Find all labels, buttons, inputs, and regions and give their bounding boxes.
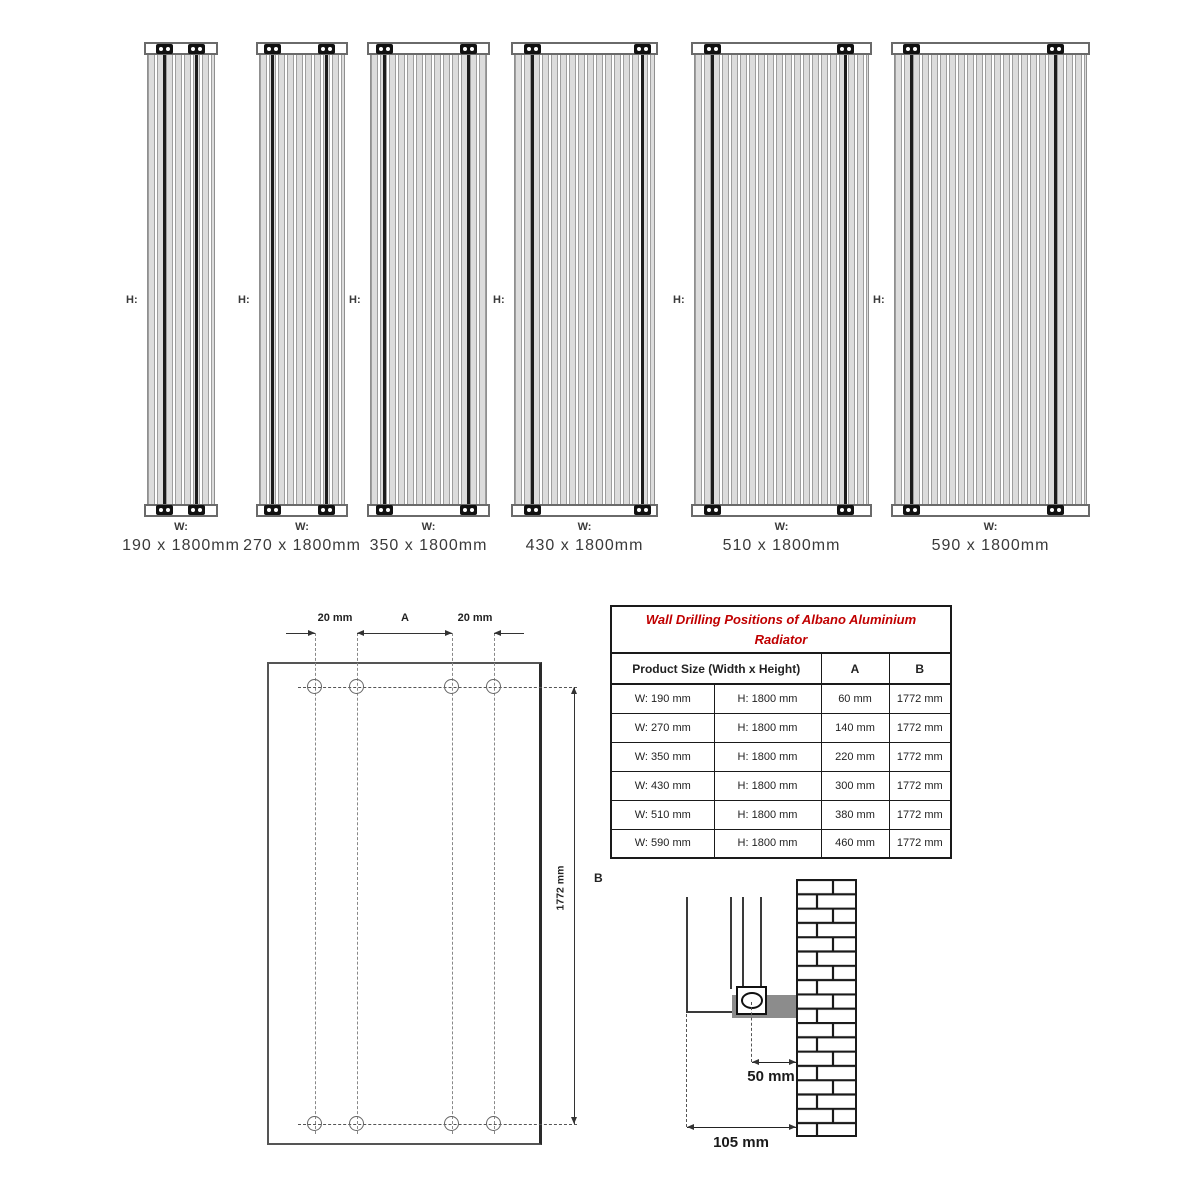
brick-wall (796, 879, 857, 1137)
radiator-profile-line (730, 897, 732, 989)
radiator-fins (894, 55, 1087, 504)
table-header-row (611, 653, 951, 684)
radiator-view-430 (493, 42, 658, 554)
spec-table (610, 605, 952, 859)
mounting-bracket (903, 44, 920, 54)
arrowhead (308, 630, 315, 636)
bracket-rod (641, 55, 644, 504)
column-header-a: A (821, 653, 889, 684)
cell-b: 1772 mm (889, 829, 951, 858)
size-label: 270 x 1800mm (243, 537, 361, 554)
table-row (611, 713, 951, 742)
arrowhead (752, 1059, 759, 1065)
drill-hole (349, 679, 364, 694)
centre-line (357, 633, 358, 1134)
mounting-bracket (1047, 505, 1064, 515)
dimension-label-1772mm: 1772 mm (554, 865, 567, 911)
mounting-bracket (837, 44, 854, 54)
cell-b: 1772 mm (889, 742, 951, 771)
cell-b: 1772 mm (889, 800, 951, 829)
width-label: W: (421, 521, 436, 533)
radiator-profile-line (686, 897, 688, 1013)
radiator-view-590 (873, 42, 1090, 554)
height-label: H: (873, 294, 885, 306)
table-row (611, 800, 951, 829)
bracket-rod (844, 55, 847, 504)
radiator-profile-line (760, 897, 762, 988)
arrowhead (571, 687, 577, 694)
cell-height: H: 1800 mm (714, 771, 821, 800)
dimension-line (357, 633, 452, 634)
dimension-label-50mm: 50 mm (747, 1068, 795, 1085)
radiator-profile-line (686, 1011, 732, 1013)
centre-line (298, 1124, 577, 1125)
cell-a: 60 mm (821, 684, 889, 713)
radiator-view-190 (122, 42, 240, 554)
centre-line (452, 633, 453, 1134)
cell-height: H: 1800 mm (714, 742, 821, 771)
drill-hole (444, 1116, 459, 1131)
mounting-bracket (634, 44, 651, 54)
radiator-view-350 (349, 42, 490, 554)
table-row (611, 684, 951, 713)
mounting-bracket (704, 505, 721, 515)
drill-hole (486, 1116, 501, 1131)
column-header-product-size: Product Size (Width x Height) (611, 653, 821, 684)
dimension-label-20mm-right: 20 mm (457, 612, 493, 624)
size-label: 350 x 1800mm (369, 537, 488, 554)
mounting-bracket (264, 505, 281, 515)
radiator-fins (514, 55, 655, 504)
centre-line (298, 687, 577, 688)
mounting-bracket (704, 44, 721, 54)
width-label: W: (295, 521, 309, 533)
mounting-bracket (460, 44, 477, 54)
arrowhead (445, 630, 452, 636)
radiator-fins (147, 55, 215, 504)
cell-a: 380 mm (821, 800, 889, 829)
drill-hole (349, 1116, 364, 1131)
drill-hole (444, 679, 459, 694)
mounting-bracket (634, 505, 651, 515)
cell-width: W: 590 mm (611, 829, 714, 858)
dimension-label-20mm-left: 20 mm (317, 612, 353, 624)
cell-width: W: 510 mm (611, 800, 714, 829)
drill-hole (486, 679, 501, 694)
bracket-rod (467, 55, 470, 504)
radiator-profile-line (742, 897, 744, 988)
drill-hole (307, 679, 322, 694)
dimension-label-a: A (401, 612, 409, 624)
cell-b: 1772 mm (889, 771, 951, 800)
mounting-bracket (264, 44, 281, 54)
size-label: 190 x 1800mm (122, 537, 240, 554)
width-label: W: (774, 521, 789, 533)
table-row (611, 829, 951, 858)
centre-line (686, 1014, 687, 1127)
table-row (611, 771, 951, 800)
width-label: W: (577, 521, 592, 533)
dimension-label-105mm: 105 mm (713, 1134, 769, 1151)
table-title-row (611, 606, 951, 653)
width-label: W: (983, 521, 998, 533)
arrowhead (789, 1059, 796, 1065)
radiator-view-270 (238, 42, 361, 554)
cell-height: H: 1800 mm (714, 684, 821, 713)
mounting-bracket (837, 505, 854, 515)
mounting-bracket (1047, 44, 1064, 54)
mounting-bracket (188, 505, 205, 515)
arrowhead (687, 1124, 694, 1130)
height-label: H: (238, 294, 250, 306)
height-label: H: (349, 294, 361, 306)
arrowhead (571, 1117, 577, 1124)
table-title: Wall Drilling Positions of Albano Aluminium Radiator (611, 606, 951, 653)
mounting-bracket (318, 505, 335, 515)
mounting-bracket (460, 505, 477, 515)
width-label: W: (174, 521, 188, 533)
centre-line (751, 1002, 752, 1062)
size-label: 510 x 1800mm (722, 537, 841, 554)
mounting-bracket (188, 44, 205, 54)
bracket-rod (195, 55, 198, 504)
bracket-rod (711, 55, 714, 504)
mounting-bracket (376, 44, 393, 54)
mounting-bracket (156, 44, 173, 54)
cell-a: 460 mm (821, 829, 889, 858)
radiator-fins (694, 55, 869, 504)
cell-a: 220 mm (821, 742, 889, 771)
centre-line (315, 633, 316, 1134)
cell-a: 140 mm (821, 713, 889, 742)
mounting-bracket (524, 44, 541, 54)
height-label: H: (493, 294, 505, 306)
cell-a: 300 mm (821, 771, 889, 800)
cell-width: W: 430 mm (611, 771, 714, 800)
cell-height: H: 1800 mm (714, 800, 821, 829)
bracket-rod (910, 55, 913, 504)
height-label: H: (126, 294, 138, 306)
cell-height: H: 1800 mm (714, 829, 821, 858)
arrowhead (789, 1124, 796, 1130)
cell-height: H: 1800 mm (714, 713, 821, 742)
bracket-rod (1054, 55, 1057, 504)
cell-b: 1772 mm (889, 684, 951, 713)
cell-b: 1772 mm (889, 713, 951, 742)
mounting-bracket (318, 44, 335, 54)
bracket-rod (271, 55, 274, 504)
cell-width: W: 350 mm (611, 742, 714, 771)
centre-line (494, 633, 495, 1134)
cell-width: W: 190 mm (611, 684, 714, 713)
bracket-rod (163, 55, 166, 504)
column-header-b: B (889, 653, 951, 684)
size-label: 430 x 1800mm (525, 537, 644, 554)
cell-width: W: 270 mm (611, 713, 714, 742)
drill-hole (307, 1116, 322, 1131)
mounting-bracket (156, 505, 173, 515)
height-label: H: (673, 294, 685, 306)
arrowhead (357, 630, 364, 636)
size-label: 590 x 1800mm (931, 537, 1050, 554)
dimension-line-vertical (574, 687, 575, 1124)
bracket-rod (383, 55, 386, 504)
bracket-rod (325, 55, 328, 504)
dimension-line (687, 1127, 796, 1128)
bracket-rod (531, 55, 534, 504)
mounting-bracket (524, 505, 541, 515)
mounting-bracket (903, 505, 920, 515)
radiator-outline (267, 662, 542, 1145)
radiator-view-510 (673, 42, 872, 554)
dimension-label-b: B (594, 871, 603, 885)
table-row (611, 742, 951, 771)
arrowhead (494, 630, 501, 636)
mounting-bracket (376, 505, 393, 515)
